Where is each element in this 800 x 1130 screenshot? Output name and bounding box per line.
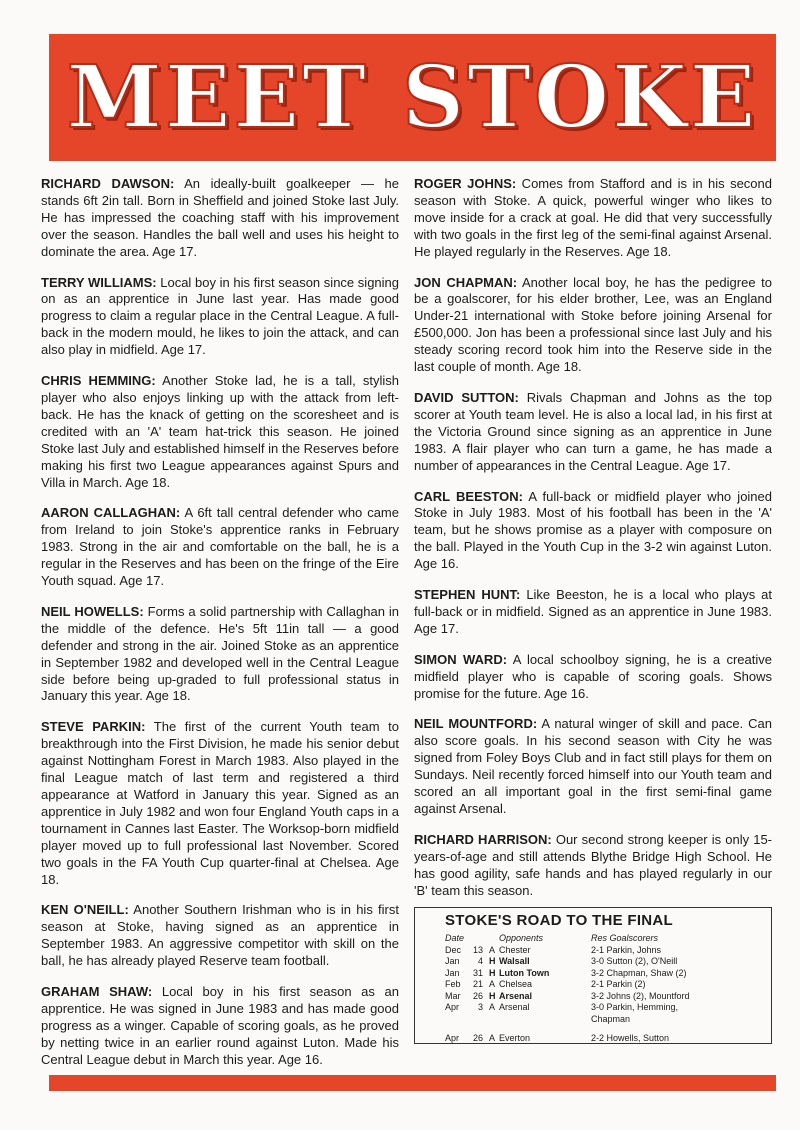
player-bio xyxy=(41,719,399,888)
fixture-day: 13 xyxy=(472,944,483,955)
player-bio xyxy=(414,652,772,703)
fixture-row xyxy=(445,1002,731,1014)
fixture-day: 21 xyxy=(472,979,483,989)
player-bio xyxy=(41,984,399,1069)
player-bio xyxy=(414,275,772,376)
fixture-venue: A xyxy=(489,1002,496,1012)
player-name: JON CHAPMAN: xyxy=(414,274,518,290)
player-bio xyxy=(414,587,772,638)
player-description: Rivals Chapman and Johns as the top scorer at Youth team level. He is also a local lad, in his first at the Victoria Ground since signing as an apprentice in June 1983. A flair player who can turn a game, he has made a number of appearances in the Central League. Age 17. xyxy=(414,389,772,473)
player-description: A local schoolboy signing, he is a creative midfield player who is capable of scoring goals. Shows promise for the future. Age 16. xyxy=(414,651,772,701)
fixture-month: Jan xyxy=(445,956,460,966)
fixture-row xyxy=(445,945,731,957)
player-bio xyxy=(414,176,772,261)
fixture-result: Chapman xyxy=(591,1013,631,1024)
header-opponents: Opponents xyxy=(499,933,544,943)
fixture-opponent: Arsenal xyxy=(499,990,533,1001)
fixtures-box xyxy=(414,907,772,1044)
player-description: Comes from Stafford and is in his second season with Stoke. A quick, powerful winger who likes to move inside for a crack at goal. He did that very successfully with two goals in the first leg of the semi-final against Arsenal. He played regularly in the Reserves. Age 18. xyxy=(414,176,772,259)
fixture-opponent xyxy=(499,1014,591,1026)
fixture-row xyxy=(445,956,731,968)
fixture-opponent: Walsall xyxy=(499,956,530,966)
player-name: NEIL HOWELLS: xyxy=(41,603,144,619)
fixture-month: Dec xyxy=(445,944,462,955)
player-description: The first of the current Youth team to breakthrough into the First Division, he made his senior debut against Nottingham Forest in March 1983. Also played in the final League match of last term and registered a third appearance at Watford in January this year. Signed as an apprentice in July 1982 and won four England Youth caps in a tournament in Cannes last Easter. The Worksop-born midfield player moved up to full professional last November. Scored two goals in the FA Youth Cup quarter-final at Chelsea. Age 18. xyxy=(41,719,400,887)
fixture-day: 4 xyxy=(477,956,483,966)
player-name: SIMON WARD: xyxy=(414,651,508,667)
player-name: RICHARD DAWSON: xyxy=(41,176,175,191)
player-description: A full-back or midfield player who joined Stoke in July 1983. Most of his football has been in the 'A' team, but he shows promise as a player with composure on the ball. Played in the Youth Cup in the 3-2 win against Luton. Age 16. xyxy=(414,488,773,572)
player-bio xyxy=(41,505,399,590)
fixture-opponent: Arsenal xyxy=(499,1002,530,1012)
fixture-venue xyxy=(489,1014,499,1026)
header-date: Date xyxy=(445,933,465,943)
player-name: KEN O'NEILL: xyxy=(41,902,129,918)
player-bio xyxy=(414,716,772,817)
player-name: ROGER JOHNS: xyxy=(414,176,517,191)
player-name: RICHARD HARRISON: xyxy=(414,831,552,847)
fixture-opponent: Luton Town xyxy=(499,967,550,978)
fixture-day: 31 xyxy=(472,967,483,978)
fixture-result: 2-1 Parkin (2) xyxy=(591,979,646,989)
fixture-month xyxy=(445,1014,467,1026)
fixture-venue: A xyxy=(489,979,496,989)
player-name: NEIL MOUNTFORD: xyxy=(414,716,538,732)
fixtures-table xyxy=(445,933,731,1044)
fixture-row xyxy=(445,991,731,1003)
player-bio xyxy=(41,176,399,261)
fixture-venue: A xyxy=(489,1032,496,1043)
fixture-row xyxy=(445,1025,731,1044)
player-description: Like Beeston, he is a local who plays at full-back or in midfield. Signed as an apprentice in June 1983. Age 17. xyxy=(414,587,772,636)
fixture-result: 3-2 Chapman, Shaw (2) xyxy=(591,967,687,978)
header-result: Res Goalscorers xyxy=(591,933,659,943)
player-description: Another local boy, he has the pedigree to be a goalscorer, for his elder brother, Lee, was an England Under-21 international with Stoke before joining Arsenal for £500,000. Jon has been a professional since last July and his steady scoring record took him into the Reserve side in the last couple of month. Age 18. xyxy=(414,274,772,375)
fixture-day: 26 xyxy=(472,990,483,1001)
fixture-month: Apr xyxy=(445,1032,460,1043)
player-description: Another Southern Irishman who is in his first season at Stoke, having signed as an apprentice in September 1983. An aggressive competitor with skill on the ball, he has already played Reserve team football. xyxy=(41,902,399,969)
player-description: Forms a solid partnership with Callaghan in the middle of the defence. He's 5ft 11in tall — a good defender and strong in the air. Joined Stoke as an apprentice in September 1982 and developed well in the Central League side before being up-graded to full professional status in January this year. Age 18. xyxy=(41,603,400,704)
player-name: CHRIS HEMMING: xyxy=(41,373,156,389)
player-description: An ideally-built goalkeeper — he stands 6ft 2in tall. Born in Sheffield and joined Stoke last July. He has impressed the coaching staff with his improvement over the season. Handles the ball well and uses his height to dominate the area. Age 17. xyxy=(41,176,399,259)
fixture-month: Feb xyxy=(445,979,461,989)
player-bio xyxy=(414,832,772,900)
fixture-result: 2-1 Parkin, Johns xyxy=(591,944,662,955)
fixture-day xyxy=(467,1014,489,1026)
player-bio xyxy=(414,390,772,475)
fixture-row xyxy=(445,1014,731,1026)
player-bio xyxy=(41,902,399,970)
fixture-venue: H xyxy=(489,956,496,966)
footer-bar xyxy=(49,1075,776,1091)
player-name: CARL BEESTON: xyxy=(414,488,523,504)
left-column xyxy=(41,176,399,1083)
fixture-opponent: Chester xyxy=(499,944,531,955)
fixture-row xyxy=(445,979,731,991)
page-title: MEET STOKE xyxy=(66,47,759,148)
title-banner xyxy=(49,34,776,161)
player-bio xyxy=(41,604,399,705)
fixture-opponent: Everton xyxy=(499,1032,531,1043)
fixtures-title: STOKE'S ROAD TO THE FINAL xyxy=(445,912,674,929)
player-name: STEPHEN HUNT: xyxy=(414,587,521,603)
fixture-result: 3-0 Parkin, Hemming, xyxy=(591,1002,679,1012)
fixture-venue: A xyxy=(489,944,496,955)
player-name: AARON CALLAGHAN: xyxy=(41,505,181,521)
fixture-result: 3-2 Johns (2), Mountford xyxy=(591,990,690,1001)
player-description: Another Stoke lad, he is a tall, stylish player who also enjoys linking up with the attack from left-back. He has the knack of getting on the scoresheet and is credited with an 'A' team hat-trick this season. He joined Stoke last July and established himself in the Reserves before making his first two League appearances against Spurs and Villa in March. Age 18. xyxy=(41,373,400,490)
fixture-month: Mar xyxy=(445,990,461,1001)
fixture-result: 2-2 Howells, Sutton xyxy=(591,1032,670,1043)
player-description: A natural winger of skill and pace. Can also score goals. In his second season with City he was signed from Foley Boys Club and in fact still plays for them on Sundays. Neil recently forced himself into our Youth team and scored an all important goal in the first semi-final game against Arsenal. xyxy=(414,716,772,816)
right-column xyxy=(414,176,772,914)
fixture-venue: H xyxy=(489,990,496,1001)
fixture-month: Apr xyxy=(445,1002,460,1012)
player-bio xyxy=(41,275,399,360)
player-name: GRAHAM SHAW: xyxy=(41,984,153,1000)
player-description: Our second strong keeper is only 15-years-of-age and still attends Blythe Bridge High School. He has good agility, safe hands and has played regularly in our 'B' team this season. xyxy=(414,831,772,898)
player-description: Local boy in his first season as an apprentice. He was signed in June 1983 and has made good progress as a winger. Capable of scoring goals, as he proved by netting twice in an earlier round against Luton. Made his Central League debut in March this year. Age 16. xyxy=(41,984,399,1067)
fixture-venue: H xyxy=(489,967,496,978)
player-name: STEVE PARKIN: xyxy=(41,719,146,735)
player-name: DAVID SUTTON: xyxy=(414,389,519,405)
player-name: TERRY WILLIAMS: xyxy=(41,274,157,290)
fixture-opponent: Chelsea xyxy=(499,979,533,989)
fixture-row xyxy=(445,968,731,980)
player-bio xyxy=(414,489,772,574)
fixture-month: Jan xyxy=(445,967,460,978)
fixture-result: 3-0 Sutton (2), O'Neill xyxy=(591,956,678,966)
player-description: Local boy in his first season since signing on as an apprentice in June last year. Has made good progress to claim a regular place in the Central League. A full-back in the modern mould, he likes to join the attack, and can also play in midfield. Age 17. xyxy=(41,274,400,358)
fixture-day: 26 xyxy=(472,1032,483,1043)
fixture-day: 3 xyxy=(477,1002,483,1012)
player-description: A 6ft tall central defender who came from Ireland to join Stoke's apprentice ranks in February 1983. Strong in the air and comfortable on the ball, he is a regular in the Reserves and has been on the fringe of the Eire Youth squad. Age 17. xyxy=(41,505,399,589)
player-bio xyxy=(41,373,399,491)
